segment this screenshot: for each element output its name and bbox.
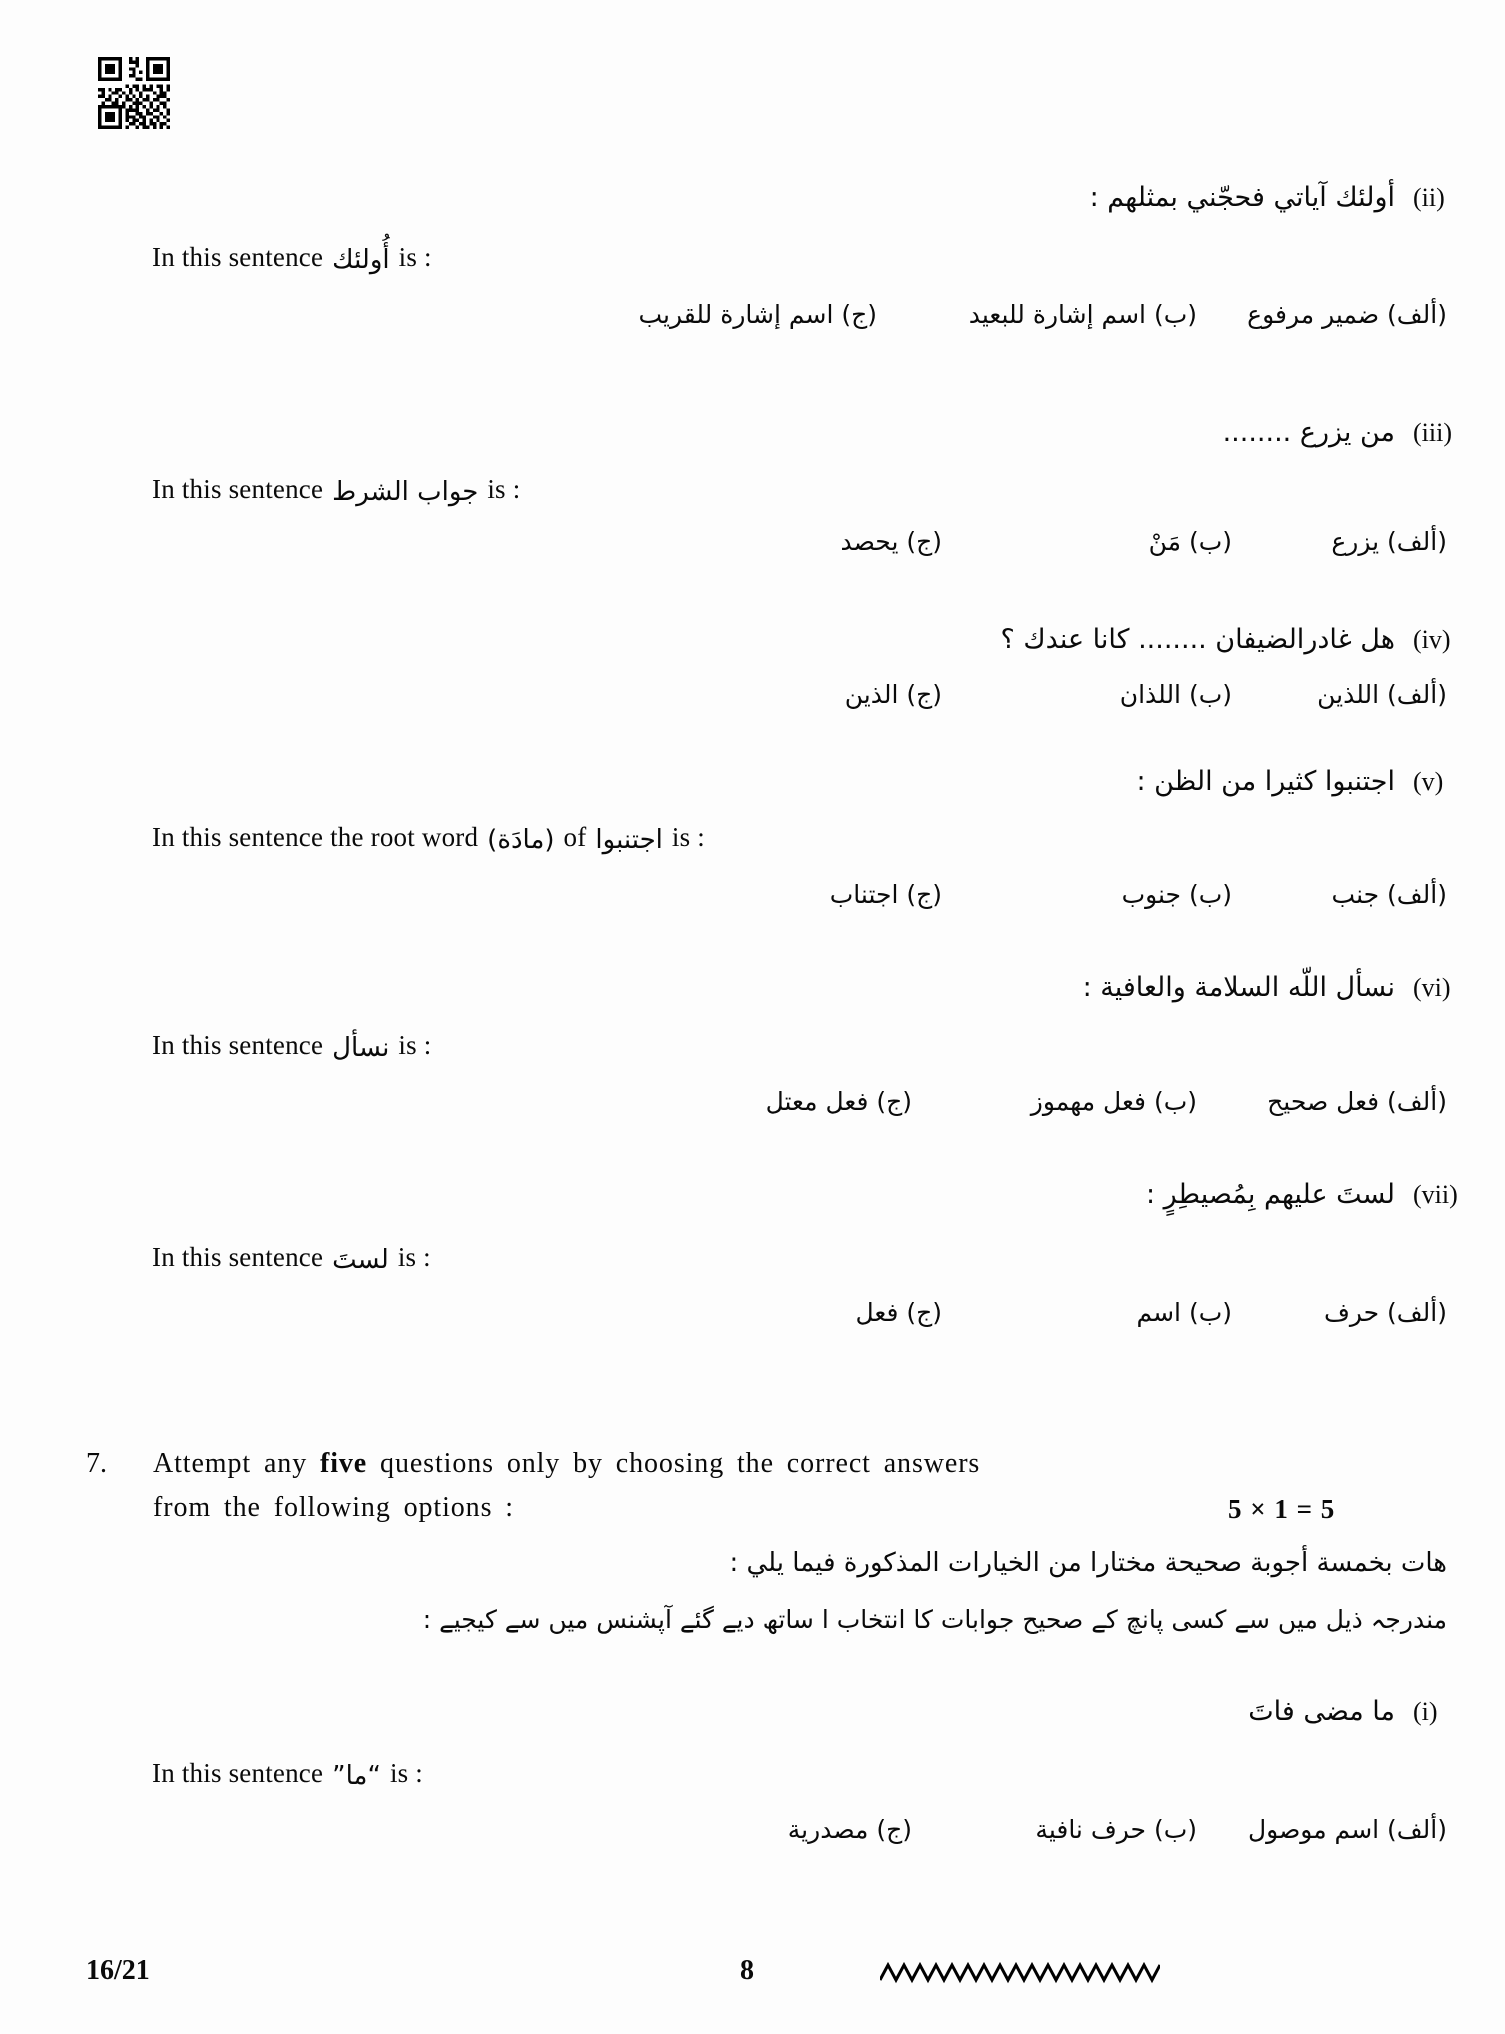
lead-tail-text: is : (398, 1030, 432, 1060)
option-ba[interactable]: (ب) مَنْ (1148, 527, 1232, 556)
option-jeem[interactable]: (ج) اسم إشارة للقريب (638, 300, 877, 329)
roman-numeral: (iii) (1413, 418, 1452, 447)
urdu-instruction-line (423, 1605, 1447, 1634)
marks-text: 5 × 1 = 5 (1228, 1494, 1336, 1524)
urdu-instruction-text: مندرجہ ذیل میں سے کسی پانچ کے صحیح جوابات کا انتخاب ا ساتھ دیے گئے آپشنس میں سے کیجیے : (422, 1605, 1447, 1634)
stem-text: نسأل اللّه السلامة والعافية : (1082, 972, 1395, 1003)
options-row-vi (220, 1087, 1447, 1116)
question-7-bold-five: five (320, 1448, 368, 1479)
option-jeem[interactable]: (ج) الذين (844, 680, 942, 709)
question-stem-ii (1090, 178, 1459, 217)
option-alif[interactable]: (ألف) جنب (1331, 880, 1447, 909)
roman-numeral: (iv) (1413, 625, 1451, 654)
roman-numeral: (vii) (1413, 1180, 1458, 1209)
lead-en-text: In this sentence (152, 1242, 324, 1272)
options-row-iv (250, 680, 1447, 709)
arabic-instruction-text: هات بخمسة أجوبة صحيحة مختارا من الخيارات المذكورة فيما يلي : (729, 1548, 1447, 1578)
lead-arabic-term: “ما” (332, 1761, 381, 1791)
options-row-ii (140, 300, 1447, 329)
option-alif[interactable]: (ألف) اللذين (1317, 680, 1447, 709)
lead-line-iii (152, 472, 520, 510)
question-number-label: 7. (86, 1448, 107, 1479)
footer-page-label-text: 16/21 (86, 1955, 150, 1986)
lead-en-text: In this sentence (152, 1030, 324, 1060)
stem-text: اجتنبوا كثيرا من الظن : (1136, 766, 1395, 797)
zigzag-rule-icon (880, 1960, 1160, 1986)
options-row-v (250, 880, 1447, 909)
roman-numeral: (ii) (1413, 183, 1445, 212)
roman-numeral: (vi) (1413, 973, 1451, 1002)
lead-en-text: In this sentence (152, 242, 324, 272)
lead-line-v (152, 820, 705, 858)
question-7-line-2 (153, 1492, 514, 1524)
question-stem-iii (1223, 413, 1459, 452)
option-ba[interactable]: (ب) اسم إشارة للبعيد (968, 300, 1197, 329)
option-jeem[interactable]: (ج) يحصد (840, 527, 942, 556)
option-jeem[interactable]: (ج) مصدرية (787, 1815, 912, 1844)
stem-text: أولئك آياتي فحجّني بمثلهم : (1089, 182, 1395, 213)
option-ba[interactable]: (ب) جنوب (1121, 880, 1232, 909)
lead-line-7-i (152, 1756, 423, 1794)
arabic-instruction-line (729, 1548, 1447, 1578)
lead-line-ii (152, 240, 432, 278)
lead-tail-text: is : (397, 1242, 431, 1272)
lead-of-text: of (563, 822, 587, 852)
lead-en-text: In this sentence (152, 1758, 324, 1788)
option-alif[interactable]: (ألف) فعل صحيح (1267, 1087, 1447, 1116)
question-stem-vi (1083, 968, 1459, 1007)
option-ba[interactable]: (ب) اللذان (1119, 680, 1232, 709)
lead-arabic-word: اجتنبوا (595, 825, 663, 855)
question-number-7 (86, 1448, 107, 1480)
option-ba[interactable]: (ب) حرف نافية (1035, 1815, 1197, 1844)
lead-en-text: In this sentence (152, 474, 324, 504)
question-7-line2-text: from the following options : (153, 1492, 514, 1523)
option-jeem[interactable]: (ج) فعل (855, 1298, 942, 1327)
option-alif[interactable]: (ألف) يزرع (1331, 527, 1447, 556)
lead-arabic-madda: (مادَة) (487, 825, 555, 855)
roman-numeral: (i) (1413, 1697, 1438, 1726)
option-alif[interactable]: (ألف) ضمير مرفوع (1247, 300, 1447, 329)
stem-text: هل غادرالضيفان ........ كانا عندك ؟ (1000, 624, 1395, 655)
question-stem-7-i (1248, 1692, 1459, 1731)
stem-text: ما مضى فاتَ (1248, 1696, 1395, 1727)
question-7-text-part-b: questions only by choosing the correct answers (367, 1448, 981, 1479)
lead-line-vi (152, 1028, 431, 1066)
option-jeem[interactable]: (ج) اجتناب (829, 880, 942, 909)
lead-arabic-term: لستَ (332, 1245, 389, 1275)
option-alif[interactable]: (ألف) حرف (1323, 1298, 1447, 1327)
footer-page-label (86, 1955, 150, 1987)
options-row-iii (250, 527, 1447, 556)
question-stem-vii (1146, 1175, 1459, 1214)
options-row-7-i (230, 1815, 1447, 1844)
stem-text: لستَ عليهم بِمُصيطِرٍ : (1145, 1179, 1395, 1210)
qr-code-icon (98, 57, 170, 129)
lead-line-vii (152, 1240, 431, 1278)
lead-arabic-term: أُولئك (332, 245, 390, 275)
lead-arabic-term: جواب الشرط (332, 477, 479, 507)
options-row-vii (250, 1298, 1447, 1327)
option-jeem[interactable]: (ج) فعل معتل (765, 1087, 912, 1116)
lead-tail-text: is : (671, 822, 705, 852)
footer-page-number (740, 1955, 754, 1987)
roman-numeral: (v) (1413, 767, 1444, 796)
lead-tail-text: is : (487, 474, 521, 504)
stem-text: من يزرع ........ (1222, 417, 1395, 448)
option-alif[interactable]: (ألف) اسم موصول (1248, 1815, 1447, 1844)
option-ba[interactable]: (ب) اسم (1136, 1298, 1232, 1327)
question-stem-v (1136, 762, 1459, 801)
question-stem-iv (1000, 620, 1459, 659)
footer-page-number-text: 8 (740, 1955, 754, 1986)
marks-allocation (1228, 1494, 1335, 1525)
lead-arabic-term: نسأل (332, 1033, 390, 1063)
lead-tail-text: is : (389, 1758, 424, 1788)
question-7-text-part-a: Attempt any (153, 1448, 320, 1479)
option-ba[interactable]: (ب) فعل مهموز (1030, 1087, 1197, 1116)
question-7-line-1 (153, 1448, 1313, 1480)
lead-en-text: In this sentence the root word (152, 822, 479, 852)
lead-tail-text: is : (398, 242, 432, 272)
